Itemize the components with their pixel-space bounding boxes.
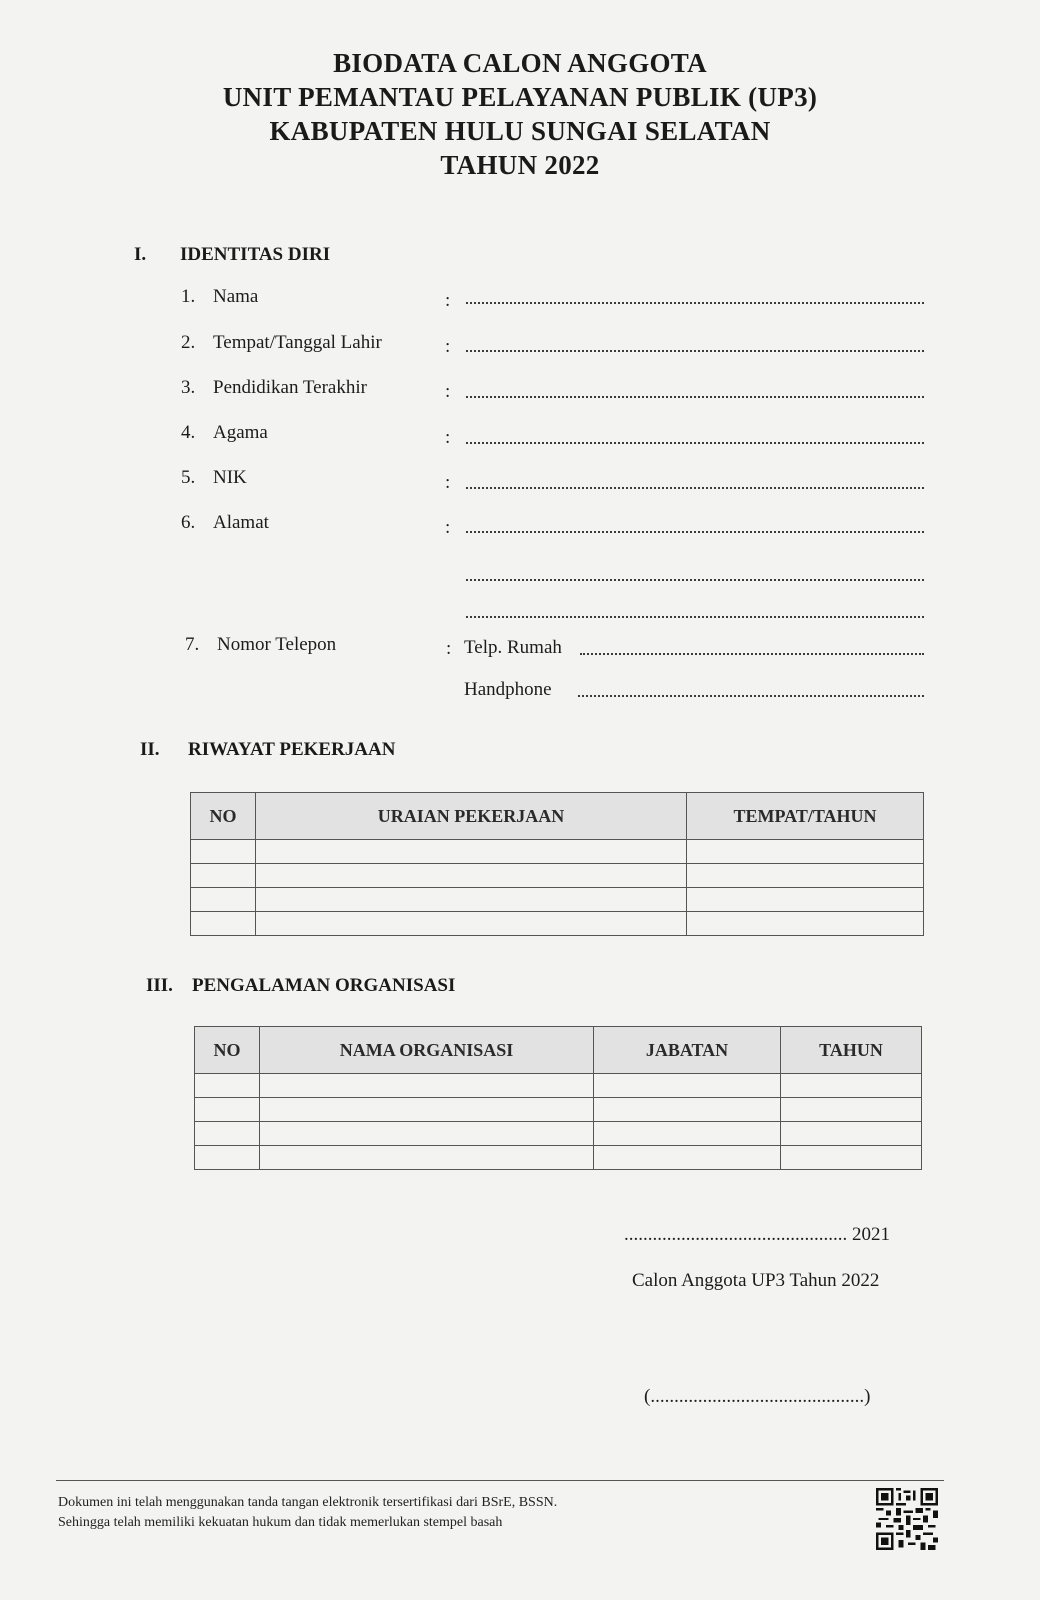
title-line-4: TAHUN 2022 bbox=[440, 150, 600, 180]
field-label: Nama bbox=[213, 286, 259, 307]
table-cell[interactable] bbox=[594, 1146, 781, 1170]
field-number: 4. bbox=[181, 422, 196, 443]
signature-name-placeholder[interactable]: (.............................................) bbox=[644, 1386, 871, 1407]
alamat-fill-line-3[interactable] bbox=[466, 616, 924, 618]
field-colon: : bbox=[445, 290, 451, 311]
table-cell[interactable] bbox=[191, 864, 256, 888]
handphone-fill-line[interactable] bbox=[578, 695, 924, 697]
table-row bbox=[195, 1146, 922, 1170]
section-title: IDENTITAS DIRI bbox=[180, 244, 331, 265]
section-title: PENGALAMAN ORGANISASI bbox=[192, 975, 456, 996]
handphone-label: Handphone bbox=[464, 679, 552, 700]
column-header: NO bbox=[195, 1027, 260, 1074]
field-colon: : bbox=[445, 336, 451, 357]
table-header-row bbox=[191, 793, 924, 840]
table-header-row bbox=[195, 1027, 922, 1074]
field-colon: : bbox=[445, 517, 451, 538]
field-number: 1. bbox=[181, 286, 196, 307]
document-title bbox=[0, 46, 1040, 182]
table-cell[interactable] bbox=[195, 1146, 260, 1170]
table-cell[interactable] bbox=[260, 1122, 594, 1146]
field-label: Pendidikan Terakhir bbox=[213, 377, 367, 398]
title-line-2: UNIT PEMANTAU PELAYANAN PUBLIK (UP3) bbox=[222, 82, 818, 112]
table-cell[interactable] bbox=[260, 1098, 594, 1122]
footer-divider bbox=[56, 1480, 944, 1481]
table-cell[interactable] bbox=[781, 1146, 922, 1170]
field-label: Tempat/Tanggal Lahir bbox=[213, 332, 382, 353]
qr-code-icon bbox=[876, 1488, 938, 1550]
table-row bbox=[191, 840, 924, 864]
table-cell[interactable] bbox=[687, 840, 924, 864]
nama-fill-line[interactable] bbox=[466, 302, 924, 304]
table-cell[interactable] bbox=[256, 912, 687, 936]
field-number: 3. bbox=[181, 377, 196, 398]
table-cell[interactable] bbox=[781, 1122, 922, 1146]
column-header: TEMPAT/TAHUN bbox=[687, 793, 924, 840]
telp-rumah-fill-line[interactable] bbox=[580, 653, 924, 655]
table-row bbox=[195, 1122, 922, 1146]
table-cell[interactable] bbox=[260, 1074, 594, 1098]
table-cell[interactable] bbox=[687, 888, 924, 912]
table-cell[interactable] bbox=[195, 1122, 260, 1146]
table-row bbox=[191, 912, 924, 936]
field-colon: : bbox=[445, 427, 451, 448]
table-cell[interactable] bbox=[687, 912, 924, 936]
section-number: I. bbox=[134, 244, 147, 265]
field-colon: : bbox=[446, 638, 452, 659]
field-number: 5. bbox=[181, 467, 196, 488]
field-label: Alamat bbox=[213, 512, 269, 533]
telp-rumah-label: Telp. Rumah bbox=[464, 637, 562, 658]
title-line-1: BIODATA CALON ANGGOTA bbox=[333, 48, 707, 78]
table-row bbox=[191, 864, 924, 888]
section-number: III. bbox=[146, 975, 173, 996]
nik-fill-line[interactable] bbox=[466, 487, 924, 489]
table-cell[interactable] bbox=[781, 1074, 922, 1098]
column-header: NAMA ORGANISASI bbox=[260, 1027, 594, 1074]
signature-date bbox=[624, 1224, 890, 1246]
table-cell[interactable] bbox=[260, 1146, 594, 1170]
table-row bbox=[195, 1098, 922, 1122]
field-number: 7. bbox=[185, 634, 200, 655]
table-row bbox=[195, 1074, 922, 1098]
table-cell[interactable] bbox=[594, 1074, 781, 1098]
agama-fill-line[interactable] bbox=[466, 442, 924, 444]
table-cell[interactable] bbox=[195, 1074, 260, 1098]
field-number: 2. bbox=[181, 332, 196, 353]
table-cell[interactable] bbox=[195, 1098, 260, 1122]
table-cell[interactable] bbox=[594, 1122, 781, 1146]
table-cell[interactable] bbox=[256, 840, 687, 864]
footer-line-1: Dokumen ini telah menggunakan tanda tangan elektronik tersertifikasi dari BSrE, BSSN. bbox=[58, 1495, 558, 1510]
alamat-fill-line-1[interactable] bbox=[466, 531, 924, 533]
column-header: JABATAN bbox=[594, 1027, 781, 1074]
table-cell[interactable] bbox=[256, 864, 687, 888]
column-header: URAIAN PEKERJAAN bbox=[256, 793, 687, 840]
footer-note bbox=[58, 1493, 557, 1533]
riwayat-pekerjaan-table bbox=[190, 792, 924, 936]
field-label: Agama bbox=[213, 422, 268, 443]
date-fill-dots[interactable]: ............................................... bbox=[624, 1224, 848, 1245]
field-number: 6. bbox=[181, 512, 196, 533]
field-colon: : bbox=[445, 472, 451, 493]
pengalaman-organisasi-table bbox=[194, 1026, 922, 1170]
date-year: 2021 bbox=[852, 1224, 890, 1245]
section-title: RIWAYAT PEKERJAAN bbox=[188, 739, 396, 760]
pendidikan-terakhir-fill-line[interactable] bbox=[466, 396, 924, 398]
tempat-tanggal-lahir-fill-line[interactable] bbox=[466, 350, 924, 352]
column-header: NO bbox=[191, 793, 256, 840]
alamat-fill-line-2[interactable] bbox=[466, 579, 924, 581]
field-label: Nomor Telepon bbox=[217, 634, 337, 655]
section-number: II. bbox=[140, 739, 160, 760]
table-row bbox=[191, 888, 924, 912]
table-cell[interactable] bbox=[191, 888, 256, 912]
footer-line-2: Sehingga telah memiliki kekuatan hukum dan tidak memerlukan stempel basah bbox=[58, 1515, 503, 1530]
table-cell[interactable] bbox=[594, 1098, 781, 1122]
field-label: NIK bbox=[213, 467, 247, 488]
table-cell[interactable] bbox=[781, 1098, 922, 1122]
field-colon: : bbox=[445, 381, 451, 402]
column-header: TAHUN bbox=[781, 1027, 922, 1074]
table-cell[interactable] bbox=[191, 912, 256, 936]
table-cell[interactable] bbox=[687, 864, 924, 888]
signature-role: Calon Anggota UP3 Tahun 2022 bbox=[632, 1270, 880, 1291]
table-cell[interactable] bbox=[191, 840, 256, 864]
title-line-3: KABUPATEN HULU SUNGAI SELATAN bbox=[269, 116, 771, 146]
table-cell[interactable] bbox=[256, 888, 687, 912]
